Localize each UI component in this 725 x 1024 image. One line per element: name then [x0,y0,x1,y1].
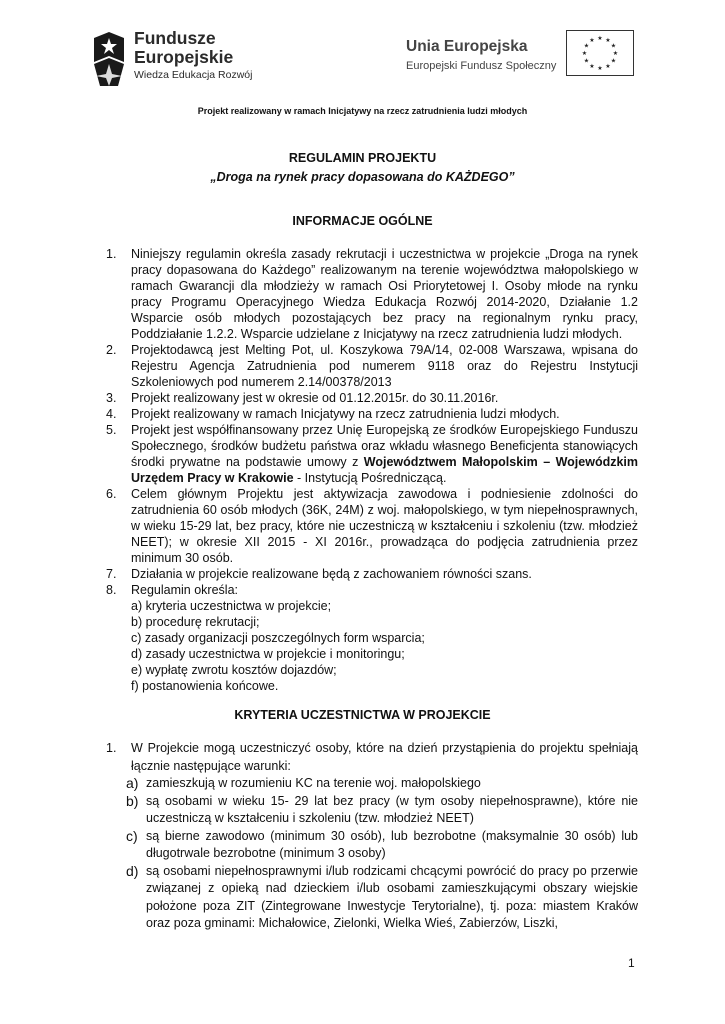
sub-list-item: a) kryteria uczestnictwa w projekcie; [131,599,332,613]
sub-list-item: b) procedurę rekrutacji; [131,615,260,629]
item-number: 8. [106,583,117,597]
item-text: Celem głównym Projektu jest aktywizacja zawodowa i podniesienie zdolności do zatrudnienia 60 osób młodych (36K, 24M) z woj. małopolskiego, w tym niepełnosprawnych, w wieku 15-29 lat, bez pracy, które nie uczestniczą w kształceniu i szkoleniu (tzw. młodzież NEET); w okresie XII 2015 - XI 2016r., prowadząca do podjęcia zatrudnienia przez minimum 30 osób. [131,487,638,565]
svg-text:★: ★ [583,42,590,50]
svg-text:★: ★ [581,50,588,57]
item-number: 7. [106,567,117,581]
eu-flag-icon [566,30,634,76]
fe-logo-line3: Wiedza Edukacja Rozwój [134,69,253,81]
item-number: 6. [106,487,117,501]
condition-item [104,863,638,933]
item-number: 3. [106,391,117,405]
condition-text: zamieszkują w rozumieniu KC na terenie woj. małopolskiego [146,776,481,790]
condition-letter: d) [126,862,139,879]
svg-text:★: ★ [597,35,603,42]
condition-text: są osobami niepełnosprawnymi i/lub rodzicami chcącymi powrócić do pracy po przerwie związanej z opieką nad dzieckiem i/lub osobami zamieszkującymi obszary wiejskie położone poza ZIT (Zintegrowane Inwestycje Terytorialne), tj. poza: miastem Kraków oraz poza gminami: Michałowice, Zielonki, Wielka Wieś, Zabierzów, Liszki, [146,863,638,930]
item-text-part: - Instytucją Pośredniczącą. [293,471,447,485]
list-item [104,406,638,422]
document-title: REGULAMIN PROJEKTU [288,151,437,165]
svg-text:★: ★ [605,63,611,70]
list-item [104,246,638,342]
section-title-criteria: KRYTERIA UCZESTNICTWA W PROJEKCIE [234,708,491,722]
condition-letter: c) [126,827,138,844]
sub-list-item: c) zasady organizacji poszczególnych form wsparcia; [131,631,425,645]
svg-text:★: ★ [610,57,617,65]
list-item [104,740,638,775]
list-item [104,566,638,582]
condition-item [104,828,638,863]
unia-europejska-logo [406,35,646,88]
condition-item [104,775,638,793]
svg-text:★: ★ [583,57,590,65]
svg-text:★: ★ [597,65,603,72]
project-subheader: Projekt realizowany w ramach Inicjatywy na rzecz zatrudnienia ludzi młodych [197,106,528,116]
item-number: 5. [106,423,117,437]
item-text: Niniejszy regulamin określa zasady rekrutacji i uczestnictwa w projekcie „Droga na rynek pracy dopasowana do Każdego” realizowanym na terenie województwa małopolskiego w ramach Gwarancji dla młodzieży w ramach Osi Priorytetowej I. Osoby młode na rynku pracy Programu Operacyjnego Wiedza Edukacja Rozwój 2014-2020, Działanie 1.2 Wsparcie osób młodych pozostających bez pracy na regionalnym rynku pracy, Poddziałanie 1.2.2. Wsparcie udzielane z Inicjatywy na rzecz zatrudnienia ludzi młodych. [131,247,638,341]
fe-logo-line1: Fundusze [134,28,216,48]
item-text-bold: Województwem Małopolskim – Wojewódzkim Urzędem Pracy w Krakowie [131,455,638,485]
svg-text:★: ★ [589,63,595,70]
ue-logo-line2: Europejski Fundusz Społeczny [406,60,557,72]
item-text-part: Projekt jest współfinansowany przez Unię Europejską ze środków Europejskiego Funduszu Społecznego, środków budżetu państwa oraz wkładu własnego Beneficjenta stanowiących środki prywatne na podstawie umowy z [131,423,638,469]
list-item [104,422,638,486]
sub-list-item: f) postanowienia końcowe. [131,679,279,693]
sub-list-item: e) wypłatę zwrotu kosztów dojazdów; [131,663,337,677]
item-text: W Projekcie mogą uczestniczyć osoby, które na dzień przystąpienia do projektu spełniają łącznie następujące warunki: [131,741,638,773]
condition-letter: a) [126,775,139,791]
list-item [104,390,638,406]
condition-text: są osobami w wieku 15- 29 lat bez pracy (w tym osoby niepełnosprawne), które nie uczestniczą w kształceniu i szkoleniu (tzw. młodzież NEET) [146,793,638,825]
item-text: Projekt realizowany jest w okresie od 01.12.2015r. do 30.11.2016r. [131,391,499,405]
svg-text:★: ★ [612,50,619,57]
section-title-general: INFORMACJE OGÓLNE [292,214,433,228]
item-number: 2. [106,343,117,357]
document-subtitle: „Droga na rynek pracy dopasowana do KAŻDEGO” [210,170,515,184]
svg-text:★: ★ [589,37,595,44]
svg-text:★: ★ [610,42,617,50]
list-item [104,486,638,566]
general-info-list [104,246,638,694]
condition-item [104,793,638,828]
item-text [131,422,638,486]
sub-list-item: d) zasady uczestnictwa w projekcie i monitoringu; [131,647,405,661]
item-text: Regulamin określa: [131,583,238,597]
list-item [104,342,638,390]
condition-text: są bierne zawodowo (minimum 30 osób), lub bezrobotne (maksymalnie 30 osób) lub długotrwale bezrobotne (minimum 3 osoby) [146,828,638,860]
fundusze-europejskie-logo [92,28,272,90]
item-text: Projekt realizowany w ramach Inicjatywy na rzecz zatrudnienia ludzi młodych. [131,407,560,421]
item-text: Projektodawcą jest Melting Pot, ul. Koszykowa 79A/14, 02-008 Warszawa, wpisana do Rejestru Agencja Zatrudnienia pod numerem 9118 oraz do Rejestru Instytucji Szkoleniowych pod numerem 2.14/00378/2013 [131,343,638,389]
criteria-list [104,740,638,933]
item-number: 1. [106,247,117,261]
list-item [104,582,638,694]
condition-letter: b) [126,792,139,809]
ue-logo-line1: Unia Europejska [406,38,528,55]
svg-text:★: ★ [605,37,611,44]
item-number: 4. [106,407,117,421]
fe-logo-line2: Europejskie [134,47,234,67]
item-text: Działania w projekcie realizowane będą z zachowaniem równości szans. [131,567,532,581]
page-number: 1 [628,956,635,970]
item-number: 1. [106,741,117,755]
fe-star-icon [92,30,126,88]
